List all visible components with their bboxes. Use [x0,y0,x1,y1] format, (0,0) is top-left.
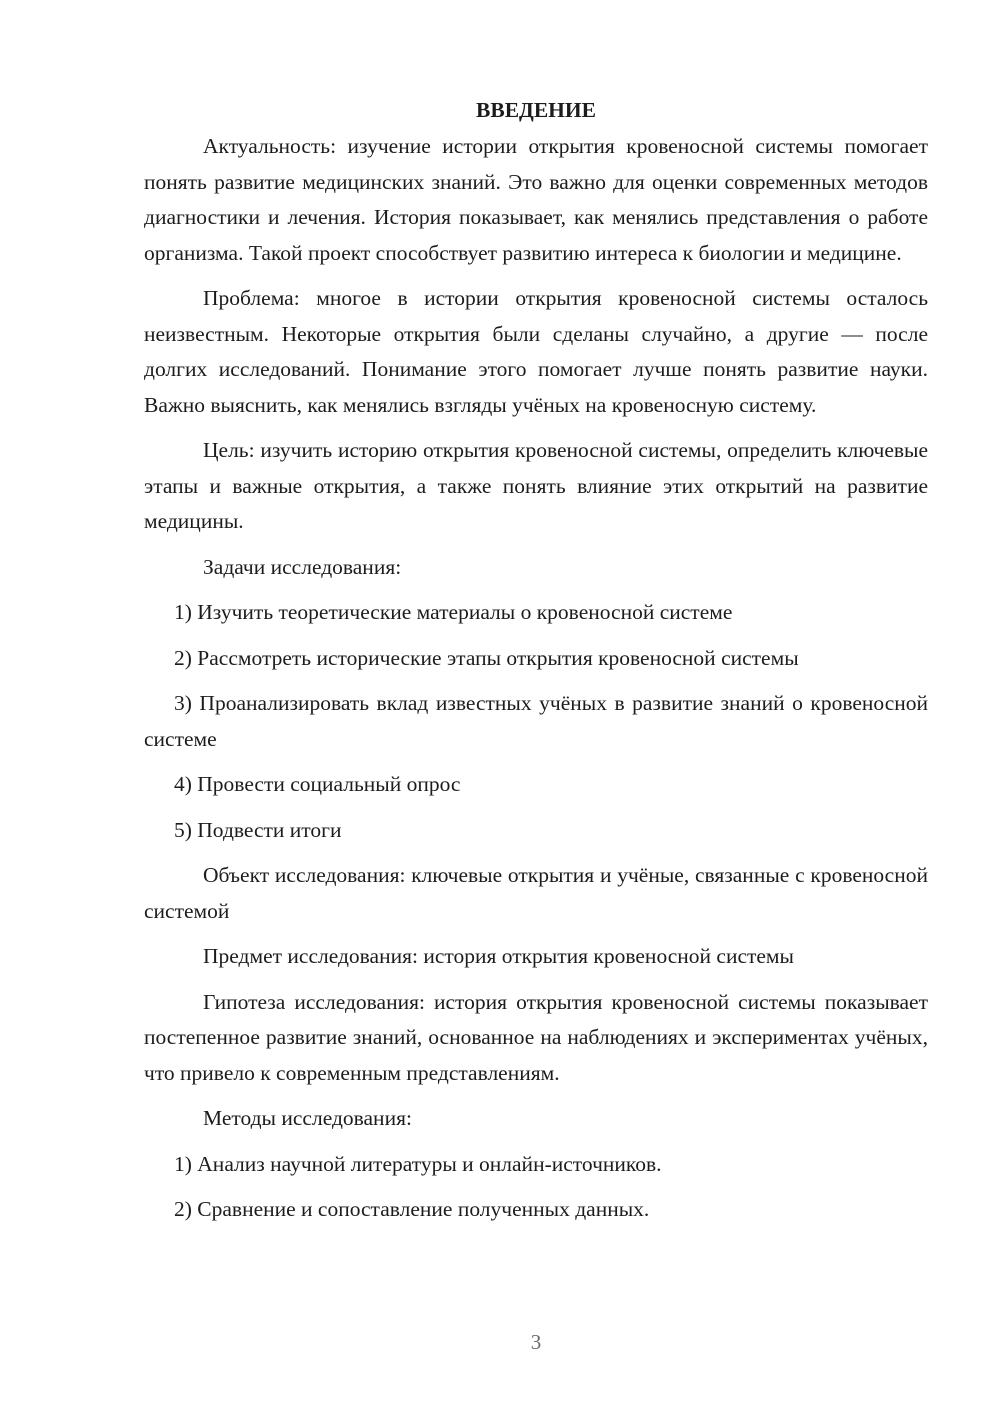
relevance-paragraph: Актуальность: изучение истории открытия кровеносной системы помогает понять развитие медицинских знаний. Это важно для оценки современных методов диагностики и лечения. История показывает, как менялись представления о работе организма. Такой проект способствует развитию интереса к биологии и медицине. [144,134,928,265]
tasks-heading: Задачи исследования: [203,554,402,579]
page-body [144,92,928,1238]
subject-paragraph: Предмет исследования: история открытия кровеносной системы [203,944,794,968]
task-item: 4) Провести социальный опрос [174,772,461,796]
method-item: 2) Сравнение и сопоставление полученных данных. [174,1197,650,1221]
section-title: ВВЕДЕНИЕ [476,98,596,122]
task-item: 2) Рассмотреть исторические этапы открытия кровеносной системы [174,645,799,670]
hypothesis-paragraph: Гипотеза исследования: история открытия кровеносной системы показывает постепенное развитие знаний, основанное на наблюдениях и экспериментах учёных, что привело к современным представлениям. [144,989,928,1085]
methods-heading: Методы исследования: [203,1106,412,1130]
task-item: 3) Проанализировать вклад известных учёных в развитие знаний о кровеносной системе [144,691,928,751]
task-item: 1) Изучить теоретические материалы о кровеносной системе [174,600,733,624]
problem-paragraph: Проблема: многое в истории открытия кровеносной системы осталось неизвестным. Некоторые открытия были сделаны случайно, а другие — после долгих исследований. Понимание этого помогает лучше понять развитие науки. Важно выяснить, как менялись взгляды учёных на кровеносную систему. [144,286,928,417]
page-number: 3 [530,1330,542,1354]
goal-paragraph: Цель: изучить историю открытия кровеносной системы, определить ключевые этапы и важные открытия, а также понять влияние этих открытий на развитие медицины. [144,438,928,533]
method-item: 1) Анализ научной литературы и онлайн-источников. [174,1151,662,1176]
task-item: 5) Подвести итоги [174,817,342,842]
object-paragraph: Объект исследования: ключевые открытия и учёные, связанные с кровеносной системой [144,863,928,923]
